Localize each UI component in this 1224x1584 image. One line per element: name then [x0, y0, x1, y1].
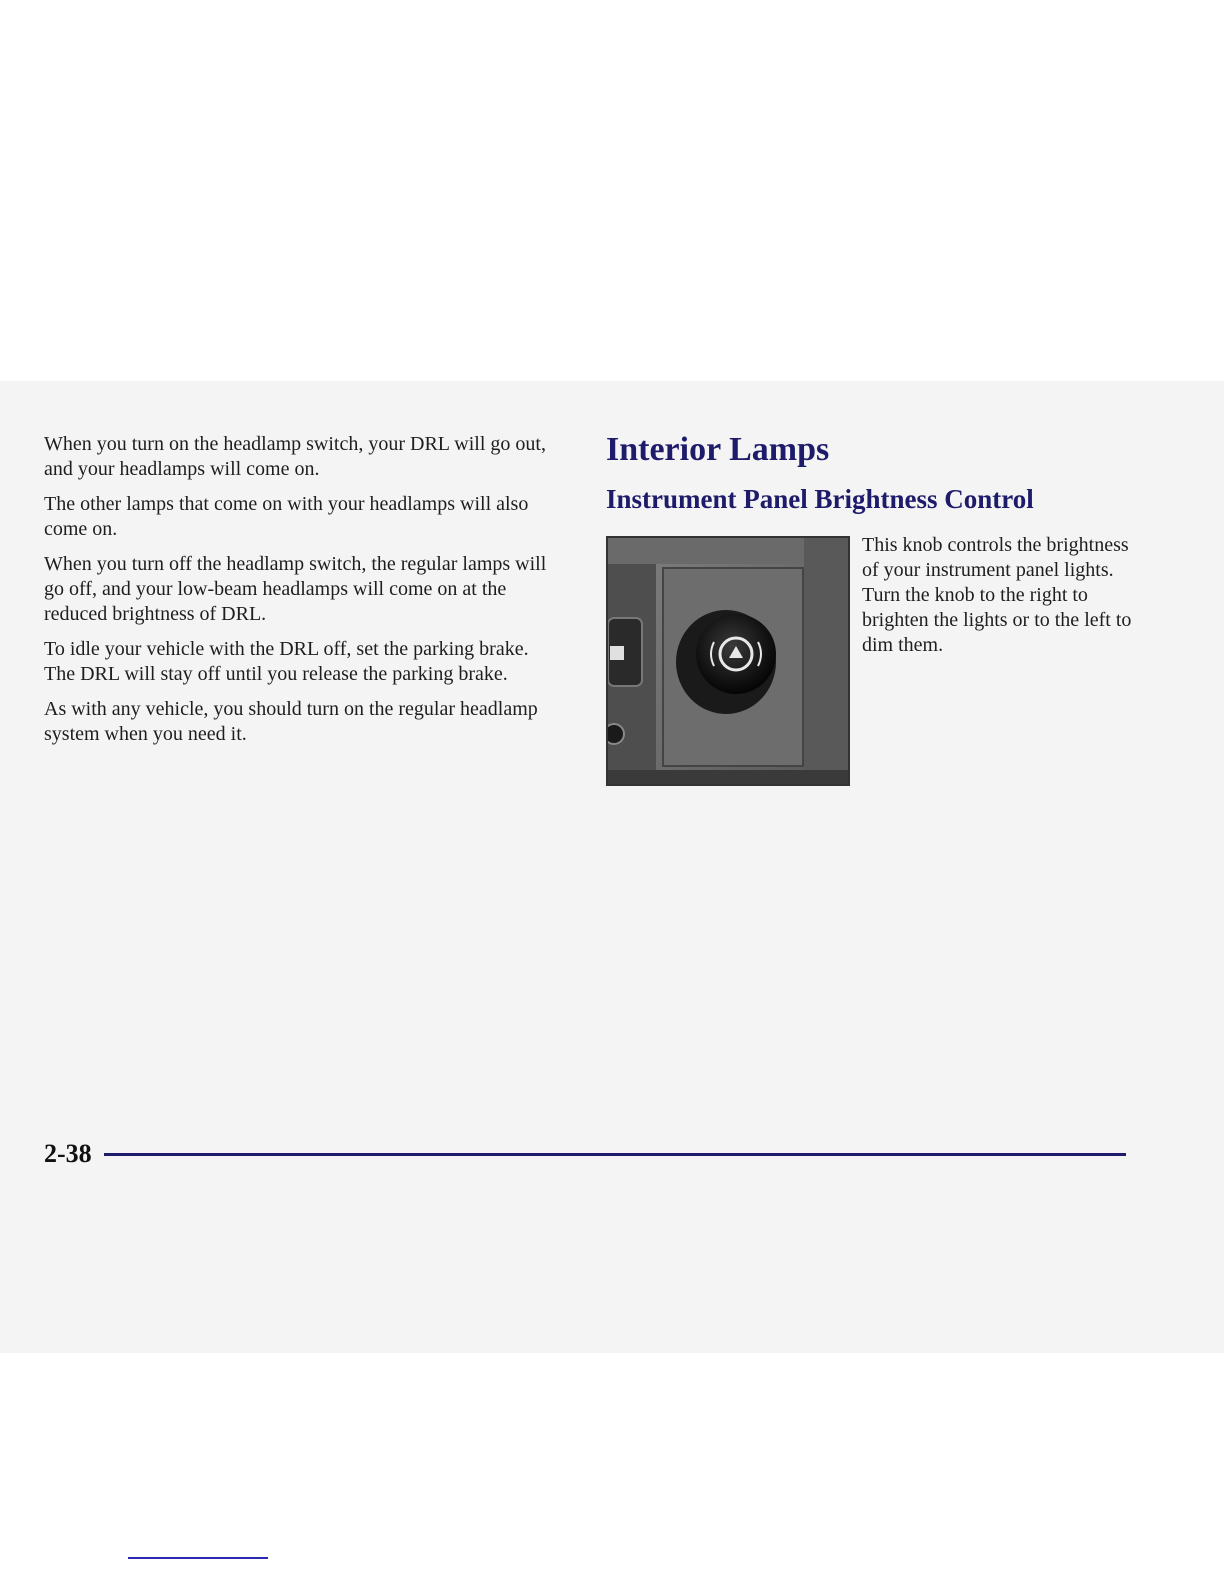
right-column: [606, 428, 1136, 516]
page-number: 2-38: [44, 1139, 92, 1168]
dimmer-knob-illustration: [608, 538, 848, 784]
bottom-divider: [128, 1557, 268, 1559]
paragraph-idle-vehicle: To idle your vehicle with the DRL off, set the parking brake. The DRL will stay off until you release the parking brake.: [44, 638, 529, 685]
paragraph-drl-headlamp-on: When you turn on the headlamp switch, your DRL will go out, and your headlamps will come on.: [44, 433, 546, 480]
paragraph-other-lamps: The other lamps that come on with your headlamps will also come on.: [44, 493, 529, 540]
dimmer-knob-photo: [606, 536, 850, 786]
left-column: [44, 432, 564, 757]
footer-rule: [104, 1153, 1126, 1156]
paragraph-headlamp-off: When you turn off the headlamp switch, the regular lamps will go off, and your low-beam headlamps will come on at the reduced brightness of DRL.: [44, 553, 547, 625]
paragraph-regular-headlamp: As with any vehicle, you should turn on the regular headlamp system when you need it.: [44, 698, 538, 745]
photo-description: This knob controls the brightness of your instrument panel lights. Turn the knob to the right to brighten the lights or to the left to dim them.: [862, 534, 1132, 656]
subsection-title: Instrument Panel Brightness Control: [606, 484, 1034, 514]
section-title: Interior Lamps: [606, 431, 830, 468]
